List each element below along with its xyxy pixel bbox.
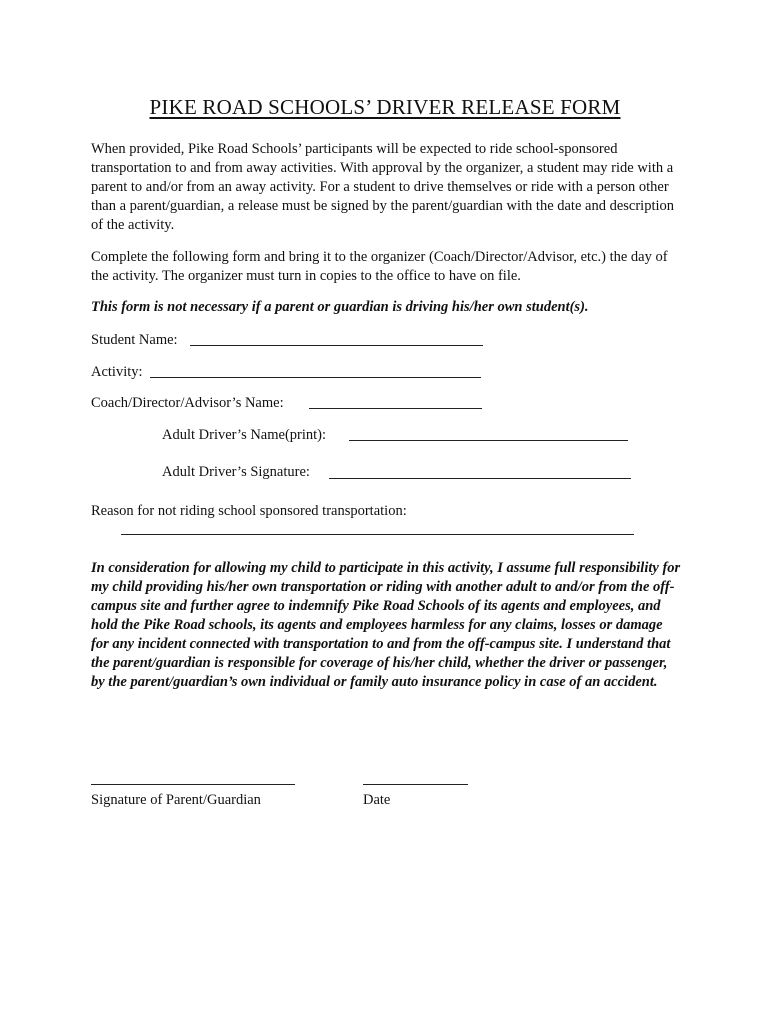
note-text: This form is not necessary if a parent or guardian is driving his/her own student(s). <box>91 299 589 315</box>
coach-name-line[interactable] <box>309 408 482 409</box>
parent-signature-label: Signature of Parent/Guardian <box>91 792 261 808</box>
parent-signature-line[interactable] <box>91 784 295 785</box>
driver-signature-line[interactable] <box>329 478 631 479</box>
coach-name-label: Coach/Director/Advisor’s Name: <box>91 395 284 411</box>
reason-label: Reason for not riding school sponsored transportation: <box>91 503 407 519</box>
instructions-paragraph: Complete the following form and bring it to the organizer (Coach/Director/Advisor, etc.) the day of the activity. The organizer must turn in copies to the office to have on file. <box>91 249 668 284</box>
student-name-line[interactable] <box>190 345 483 346</box>
reason-line[interactable] <box>121 534 634 535</box>
waiver-text: In consideration for allowing my child to participate in this activity, I assume full responsibility for my child providing his/her own transportation or riding with another adult to and/or from the off-campus site and further agree to indemnify Pike Road Schools of its agents and employees, and hold the Pike Road schools, its agents and employees harmless for any claims, losses or damage for any incident connected with transportation to and from the off-campus site. I understand that the parent/guardian is responsible for coverage of his/her child, whether the driver or passenger, by the parent/guardian’s own individual or family auto insurance policy in case of an accident. <box>91 560 681 690</box>
date-line[interactable] <box>363 784 468 785</box>
activity-line[interactable] <box>150 377 481 378</box>
driver-signature-label: Adult Driver’s Signature: <box>162 464 310 480</box>
date-label: Date <box>363 792 391 808</box>
activity-label: Activity: <box>91 364 143 380</box>
driver-name-label: Adult Driver’s Name(print): <box>162 427 327 443</box>
student-name-label: Student Name: <box>91 332 178 348</box>
driver-name-line[interactable] <box>349 440 628 441</box>
intro-paragraph: When provided, Pike Road Schools’ participants will be expected to ride school-sponsored transportation to and from away activities. With approval by the organizer, a student may ride with a parent to and/or from an away activity. For a student to drive themselves or ride with a person other than a parent/guardian, a release must be signed by the parent/guardian with the date and description of the activity. <box>91 141 675 233</box>
form-title: PIKE ROAD SCHOOLS’ DRIVER RELEASE FORM <box>149 95 621 119</box>
